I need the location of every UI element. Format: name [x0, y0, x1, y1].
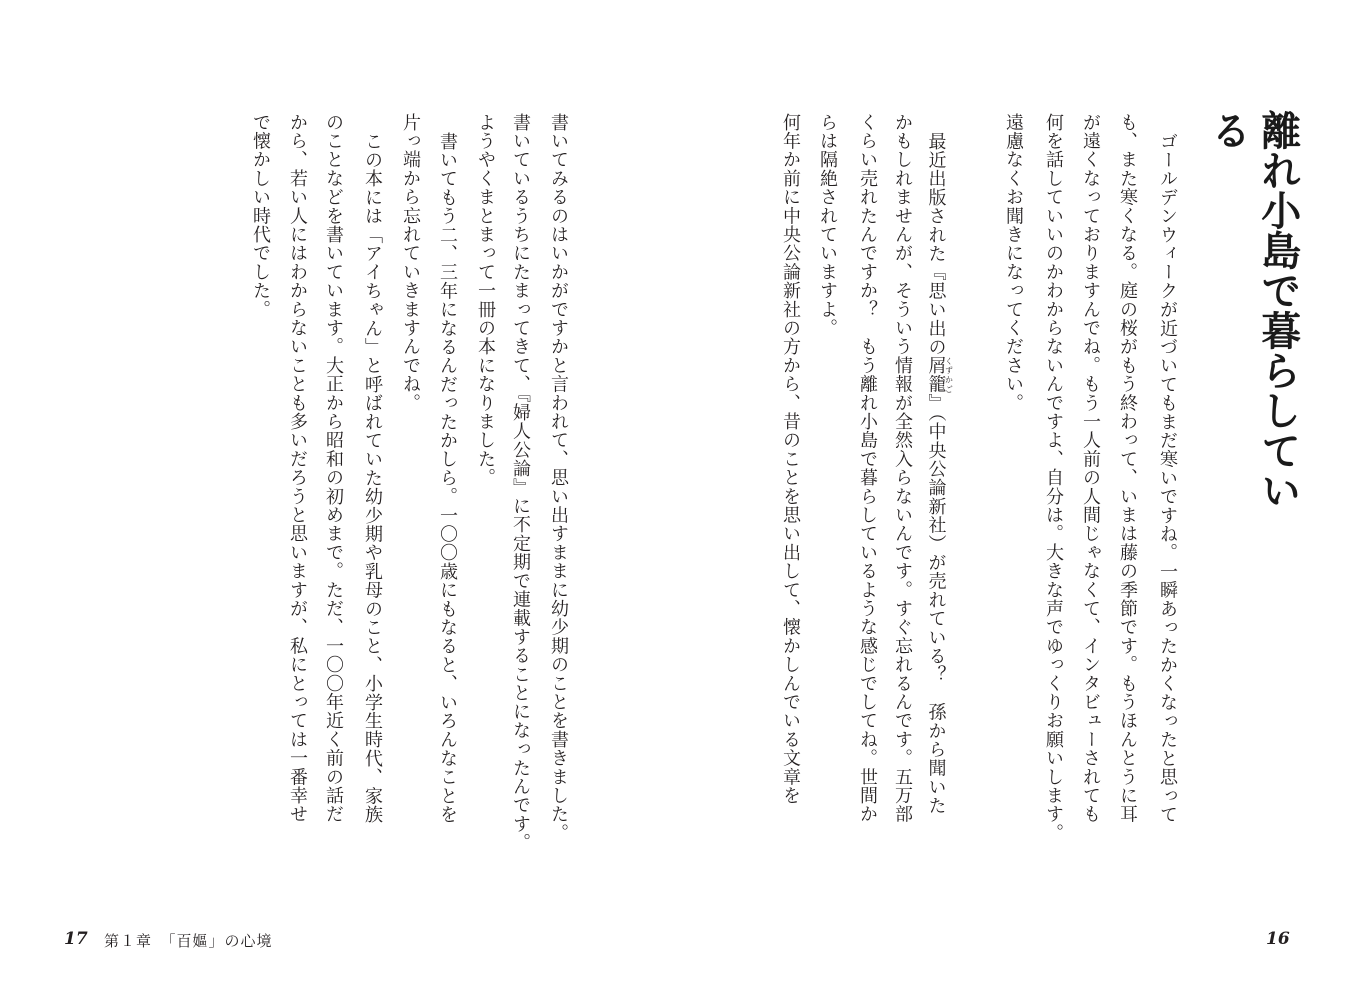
text-column-with-ruby: [927, 113, 953, 892]
ruby-base: 屑籠: [925, 356, 947, 394]
text-column: らは隔絶されていますよ。: [817, 113, 838, 338]
text-column: も、また寒くなる。庭の桜がもう終わって、いまは藤の季節です。もうほんとうに耳: [1117, 113, 1138, 824]
ruby-word: [925, 356, 954, 394]
text-column: くらい売れたんですか？ もう離れ小島で暮らしているような感じでしてね。世間か: [857, 113, 878, 824]
page-number: 17: [64, 929, 88, 949]
running-head: 第１章 「百嫗」の心境: [104, 932, 273, 950]
text-column: 片っ端から忘れていきますんでね。: [400, 113, 421, 413]
column-text-before: 最近出版された『思い出の: [925, 131, 947, 357]
text-column: のことなどを書いています。大正から昭和の初めまで。ただ、一〇〇年近く前の話だ: [323, 113, 344, 824]
text-column: が遠くなっておりますんでね。もう一人前の人間じゃなくて、インタビューされても: [1080, 113, 1101, 824]
text-column: かもしれませんが、そういう情報が全然入らないんです。すぐ忘れるんです。五万部: [892, 113, 913, 824]
text-column: ようやくまとまって一冊の本になりました。: [475, 113, 496, 487]
text-column: 書いてみるのはいかがですかと言われて、思い出すままに幼少期のことを書きました。: [548, 113, 569, 843]
text-column: 何年か前に中央公論新社の方から、昔のことを思い出して、懐かしんでいる文章を: [780, 113, 801, 805]
column-text-after: 』（中央公論新社）が売れている？ 孫から聞いた: [925, 393, 947, 815]
text-column: ゴールデンウィークが近づいてもまだ寒いですね。一瞬あったかくなったと思って: [1157, 131, 1178, 824]
text-column: 書いてもう二、三年になるんだったかしら。一〇〇歳にもなると、いろんなことを: [437, 131, 458, 824]
text-column: 遠慮なくお聞きになってください。: [1003, 113, 1024, 413]
text-column: この本には「アイちゃん」と呼ばれていた幼少期や乳母のこと、小学生時代、家族: [362, 131, 383, 824]
ruby-reading: くずかご: [944, 356, 954, 394]
text-column: で懐かしい時代でした。: [250, 113, 271, 319]
text-column: 書いているうちにたまってきて、『婦人公論』に不定期で連載することになったんです。: [510, 113, 531, 852]
page-number: 16: [1266, 929, 1290, 949]
text-column: 何を話していいのかわからないんですよ、自分は。大きな声でゆっくりお願いします。: [1043, 113, 1064, 843]
text-column: から、若い人にはわからないことも多いだろうと思いますが、私にとっては一番幸せ: [287, 113, 308, 824]
chapter-section-title: 離れ小島で暮らしている: [1204, 110, 1302, 510]
